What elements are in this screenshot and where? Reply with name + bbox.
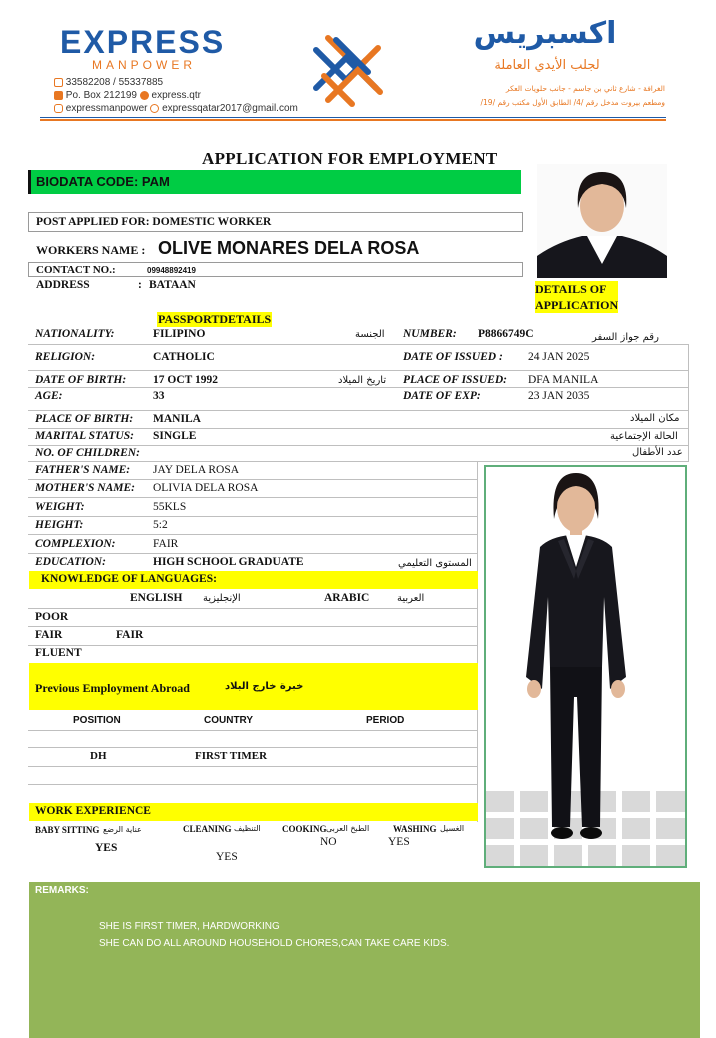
education-ar: المستوى التعليمي: [398, 558, 472, 569]
row-line: [28, 645, 478, 646]
row-line: [28, 784, 478, 785]
arabic-address-1: الغرافة - شارع ثاني بن جاسم - جانب حلويات العكر: [505, 84, 665, 93]
phone-icon: [54, 78, 63, 87]
contact-label: CONTACT NO.:: [36, 264, 116, 276]
cooking-label: COOKING: [282, 824, 327, 834]
english-ar: الإنجليزية: [203, 593, 241, 604]
row-line: [28, 766, 478, 767]
biodata-code-bar: BIODATA CODE: PAM: [28, 170, 521, 194]
knot-logo-icon: [306, 30, 390, 108]
date-issued-value: 24 JAN 2025: [528, 351, 590, 363]
marital-value: SINGLE: [153, 430, 197, 442]
row-line: [28, 344, 688, 345]
passport-number-label: NUMBER:: [403, 328, 457, 340]
work-experience-heading: WORK EXPERIENCE: [29, 803, 478, 821]
col-period: PERIOD: [366, 715, 405, 726]
previous-employment-heading: Previous Employment Abroad: [35, 681, 190, 695]
washing-value: YES: [388, 836, 410, 848]
marital-ar: الحالة الإجتماعية: [610, 431, 678, 442]
row-line: [28, 461, 688, 462]
logo-subtext: MANPOWER: [92, 58, 196, 72]
fair-english-value: FAIR: [116, 629, 144, 641]
age-label: AGE:: [35, 390, 63, 402]
po-box: Po. Box 212199: [65, 90, 137, 101]
education-value: HIGH SCHOOL GRADUATE: [153, 556, 304, 568]
weight-label: WEIGHT:: [35, 501, 85, 513]
facebook-icon: [140, 91, 149, 100]
page-title: APPLICATION FOR EMPLOYMENT: [202, 149, 498, 168]
mailbox-icon: [54, 91, 63, 100]
column-line: [477, 462, 478, 822]
applicant-full-body-photo: [484, 465, 687, 868]
english-label: ENGLISH: [130, 592, 183, 604]
col-country: COUNTRY: [204, 715, 254, 726]
remarks-line-2: SHE CAN DO ALL AROUND HOUSEHOLD CHORES,CAN TAKE CARE KIDS.: [99, 938, 450, 949]
height-value: 5:2: [153, 519, 168, 531]
column-line: [688, 344, 689, 462]
baby-sitting-ar: عناية الرضع: [103, 825, 142, 834]
row-line: [28, 626, 478, 627]
languages-heading: KNOWLEDGE OF LANGUAGES:: [29, 571, 478, 589]
nationality-value: FILIPINO: [153, 328, 206, 340]
previous-employment-ar: خبرة خارج البلاد: [225, 681, 304, 692]
dob-ar: تاريخ الميلاد: [338, 375, 387, 386]
father-label: FATHER'S NAME:: [35, 464, 131, 476]
details-of-application: DETAILS OF APPLICATION: [535, 282, 619, 312]
row-line: [28, 553, 478, 554]
letterhead: [0, 0, 716, 125]
portrait-figure-icon: [537, 164, 667, 278]
cooking-value: NO: [320, 836, 337, 848]
weight-value: 55KLS: [153, 501, 187, 513]
education-label: EDUCATION:: [35, 556, 106, 568]
post-applied: POST APPLIED FOR: DOMESTIC WORKER: [36, 216, 272, 228]
phone-numbers: 33582208 / 55337885: [65, 77, 164, 88]
row-line: [28, 387, 688, 388]
passport-details-heading: PASSPORTDETAILS: [158, 312, 272, 326]
passport-number: P8866749C: [478, 328, 534, 340]
arabic-subtitle: لجلب الأيدي العاملة: [494, 58, 600, 73]
mother-value: OLIVIA DELA ROSA: [153, 482, 259, 494]
children-ar: عدد الأطفال: [632, 447, 683, 458]
row-line: [28, 730, 478, 731]
fluent-label: FLUENT: [35, 647, 82, 659]
height-label: HEIGHT:: [35, 519, 84, 531]
po-box-web: express.qtr: [151, 90, 201, 101]
contact-value: 09948892419: [147, 266, 196, 275]
baby-sitting-label: BABY SITTING: [35, 825, 100, 835]
workers-name-label: WORKERS NAME :: [36, 243, 146, 257]
cleaning-ar: التنظيف: [234, 824, 261, 833]
date-exp-label: DATE OF EXP:: [403, 390, 481, 402]
address-colon: :: [138, 279, 142, 291]
age-value: 33: [153, 390, 165, 402]
workers-name: OLIVE MONARES DELA ROSA: [158, 238, 420, 258]
employment-row-position: DH: [90, 750, 107, 762]
remarks-label: REMARKS:: [35, 885, 89, 896]
contact-box: [28, 262, 523, 277]
full-body-figure-icon: [486, 467, 685, 866]
address-label: ADDRESS: [36, 279, 90, 291]
cleaning-label: CLEANING: [183, 824, 232, 834]
place-issued-label: PLACE OF ISSUED:: [403, 374, 507, 386]
header-divider-blue: [40, 117, 666, 118]
fair-label: FAIR: [35, 629, 63, 641]
header-divider-orange: [40, 119, 666, 121]
post-applied-box: [28, 212, 523, 232]
instagram-handle: expressmanpower: [65, 103, 148, 114]
row-line: [28, 410, 688, 411]
complexion-label: COMPLEXION:: [35, 538, 116, 550]
row-line: [28, 428, 688, 429]
logo-text: EXPRESS: [60, 24, 226, 60]
place-issued-value: DFA MANILA: [528, 374, 599, 386]
row-line: [28, 479, 478, 480]
arabic-address-2: ومطعم بيروت مدخل رقم /4/ الطابق الأول مكتب رقم /19/: [480, 98, 665, 107]
remarks-panel: [29, 882, 700, 1038]
nationality-label: NATIONALITY:: [35, 328, 115, 340]
poor-label: POOR: [35, 611, 69, 623]
religion-value: CATHOLIC: [153, 351, 215, 363]
religion-label: RELIGION:: [35, 351, 96, 363]
washing-label: WASHING: [393, 824, 437, 834]
father-value: JAY DELA ROSA: [153, 464, 240, 476]
row-line: [28, 497, 478, 498]
arabic-label: ARABIC: [324, 592, 370, 604]
dob-value: 17 OCT 1992: [153, 374, 218, 386]
date-exp-value: 23 JAN 2035: [528, 390, 590, 402]
employment-row-country: FIRST TIMER: [195, 750, 268, 762]
social-line: [54, 103, 298, 114]
col-position: POSITION: [73, 715, 121, 726]
pob-label: PLACE OF BIRTH:: [35, 413, 134, 425]
previous-employment-box: [29, 663, 478, 710]
cleaning-value: YES: [216, 851, 238, 863]
arabic-ar: العربية: [397, 593, 425, 604]
pobox-line: [54, 90, 201, 101]
pob-ar: مكان الميلاد: [630, 413, 680, 424]
applicant-portrait-photo: [537, 164, 667, 278]
complexion-value: FAIR: [153, 538, 179, 550]
row-line: [28, 747, 478, 748]
email-icon: [150, 104, 159, 113]
dob-label: DATE OF BIRTH:: [35, 374, 127, 386]
instagram-icon: [54, 104, 63, 113]
email-address: expressqatar2017@gmail.com: [162, 103, 298, 114]
row-line: [28, 370, 688, 371]
row-line: [28, 608, 478, 609]
remarks-line-1: SHE IS FIRST TIMER, HARDWORKING: [99, 921, 280, 932]
row-line: [28, 445, 688, 446]
passport-number-ar: رقم جواز السفر: [592, 332, 659, 343]
baby-sitting-value: YES: [95, 842, 118, 854]
nationality-ar: الجنسة: [355, 329, 385, 340]
arabic-logo-text: اكسبريس: [473, 16, 617, 51]
row-line: [28, 534, 478, 535]
marital-label: MARITAL STATUS:: [35, 430, 134, 442]
row-line: [28, 516, 478, 517]
children-label: NO. OF CHILDREN:: [35, 447, 140, 459]
washing-ar: الغسيل: [440, 824, 465, 833]
cooking-ar: الطبخ العربى: [326, 824, 370, 833]
phone-line: [54, 77, 163, 88]
mother-label: MOTHER'S NAME:: [35, 482, 136, 494]
address-value: BATAAN: [149, 279, 196, 291]
date-issued-label: DATE OF ISSUED :: [403, 351, 503, 363]
pob-value: MANILA: [153, 413, 201, 425]
